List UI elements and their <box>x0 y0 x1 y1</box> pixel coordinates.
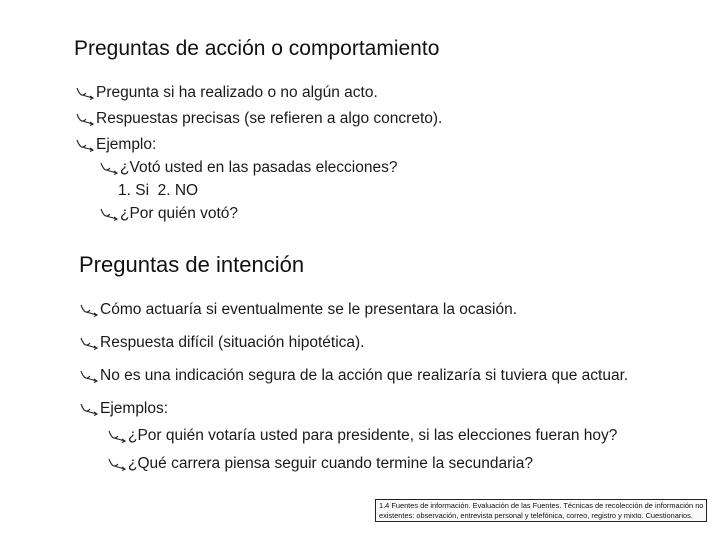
bullet-arrow-icon <box>80 370 99 383</box>
example-question-text: ¿Qué carrera piensa seguir cuando termine la secundaria? <box>128 455 533 472</box>
section-action-title: Preguntas de acción o comportamiento <box>74 37 440 60</box>
bullet-item <box>76 110 442 128</box>
footer-caption <box>375 499 707 522</box>
bullet-item <box>80 334 365 352</box>
section-intention-title: Preguntas de intención <box>79 252 305 277</box>
bullet-text: Ejemplo: <box>96 136 157 153</box>
example-question-text: ¿Votó usted en las pasadas elecciones? <box>120 159 398 176</box>
bullet-arrow-icon <box>76 139 95 152</box>
bullet-arrow-icon <box>108 430 127 443</box>
bullet-item <box>80 367 628 385</box>
footer-line: existentes: observación, entrevista personal y telefónica, correo, registro y mixto. Cuestionarios. <box>379 510 693 520</box>
bullet-arrow-icon <box>100 208 119 221</box>
bullet-arrow-icon <box>100 162 119 175</box>
bullet-arrow-icon <box>80 403 99 416</box>
bullet-text: Respuesta difícil (situación hipotética). <box>100 334 365 351</box>
example-question-text: ¿Por quién votó? <box>120 205 239 222</box>
bullet-item <box>80 301 517 319</box>
example-question <box>108 455 533 473</box>
bullet-item <box>80 400 168 418</box>
example-question <box>108 427 617 445</box>
bullet-text: Cómo actuaría si eventualmente se le presentara la ocasión. <box>100 301 518 318</box>
answer-options-text: 1. Si 2. NO <box>118 182 199 199</box>
example-question-text: ¿Por quién votaría usted para presidente, si las elecciones fueran hoy? <box>128 427 618 444</box>
bullet-text: Pregunta si ha realizado o no algún acto. <box>96 84 378 101</box>
bullet-text: Ejemplos: <box>100 400 169 417</box>
bullet-arrow-icon <box>76 113 95 126</box>
example-question <box>100 205 238 223</box>
example-question <box>100 159 397 177</box>
bullet-text: Respuestas precisas (se refieren a algo concreto). <box>96 110 443 127</box>
bullet-arrow-icon <box>108 458 127 471</box>
bullet-item <box>76 84 378 102</box>
bullet-item <box>76 136 156 154</box>
footer-line: 1.4 Fuentes de información. Evaluación de las Fuentes. Técnicas de recolección de información no <box>379 501 704 510</box>
bullet-text: No es una indicación segura de la acción que realizaría si tuviera que actuar. <box>100 367 629 384</box>
bullet-arrow-icon <box>76 87 95 100</box>
bullet-arrow-icon <box>80 337 99 350</box>
answer-options <box>118 182 198 200</box>
bullet-arrow-icon <box>80 304 99 317</box>
